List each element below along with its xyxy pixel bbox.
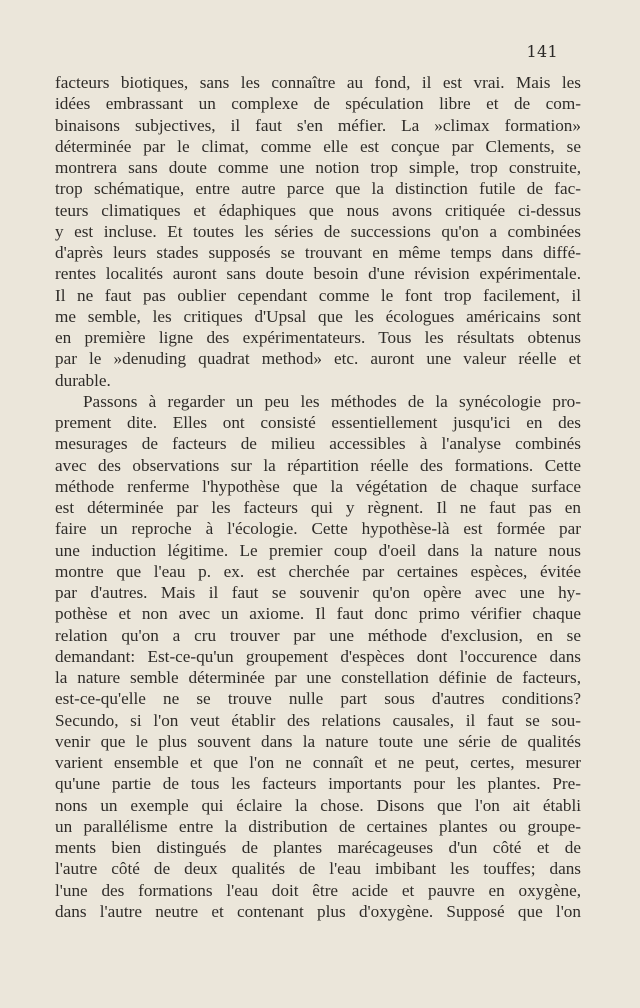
text-line: en première ligne des expérimentateurs. Tous les résultats obtenus [55, 328, 581, 347]
text-line: par d'autres. Mais il faut se souvenir qu'on opère avec une hy- [55, 583, 581, 602]
text-line: un parallélisme entre la distribution de certaines plantes ou groupe- [55, 816, 581, 836]
text-line: Secundo, si l'on veut établir des relations causales, il faut se sou- [55, 710, 581, 730]
text-line: dans l'autre neutre et contenant plus d'oxygène. Supposé que l'on [55, 901, 581, 921]
text-line: l'une des formations l'eau doit être acide et pauvre en oxygène, [55, 880, 581, 900]
text-line: trop schématique, entre autre parce que la distinction futile de fac- [55, 179, 581, 199]
text-line: la nature semble déterminée par une constellation définie de facteurs, [55, 668, 581, 687]
text-line: qu'une partie de tous les facteurs importants pour les plantes. Pre- [55, 774, 581, 794]
text-line: facteurs biotiques, sans les connaître au fond, il est vrai. Mais les [55, 73, 581, 92]
paragraph-1 [55, 72, 581, 391]
text-line: relation qu'on a cru trouver par une méthode d'exclusion, en se [55, 625, 581, 645]
page-number: 141 [526, 42, 558, 61]
text-line: ments bien distingués de plantes marécageuses d'un côté et de [55, 838, 581, 857]
text-line: l'autre côté de deux qualités de l'eau imbibant les touffes; dans [55, 859, 581, 879]
text-line: nons un exemple qui éclaire la chose. Disons que l'on ait établi [55, 795, 581, 815]
text-line: montrera sans doute comme une notion trop simple, trop construite, [55, 158, 581, 177]
text-line: Il ne faut pas oublier cependant comme le font trop facilement, il [55, 285, 581, 305]
text-line: teurs climatiques et édaphiques que nous avons critiquée ci-dessus [55, 200, 581, 220]
text-line: pothèse et non avec un axiome. Il faut donc primo vérifier chaque [55, 604, 581, 624]
text-line: y est incluse. Et toutes les séries de successions qu'on a combinées [55, 221, 581, 241]
text-line: d'après leurs stades supposés se trouvant en même temps dans diffé- [55, 243, 581, 262]
text-line: avec des observations sur la répartition réelle des formations. Cette [55, 455, 581, 475]
text-line: rentes localités auront sans doute besoin d'une révision expérimentale. [55, 264, 581, 284]
text-line: Passons à regarder un peu les méthodes de la synécologie pro- [83, 391, 581, 411]
text-line: est déterminée par les facteurs qui y règnent. Il ne faut pas en [55, 498, 581, 517]
paragraph-2 [55, 391, 581, 922]
text-line: faire un reproche à l'écologie. Cette hypothèse-là est formée par [55, 519, 581, 539]
text-line: montre que l'eau p. ex. est cherchée par certaines espèces, évitée [55, 561, 581, 581]
text-line: binaisons subjectives, il faut s'en méfier. La »climax formation» [55, 115, 581, 135]
text-line: idées embrassant un complexe de spéculation libre et de com- [55, 94, 581, 114]
text-line: mesurages de facteurs de milieu accessibles à l'analyse combinés [55, 434, 581, 454]
text-line: déterminée par le climat, comme elle est conçue par Clements, se [55, 136, 581, 156]
text-line: est-ce-qu'elle ne se trouve nulle part sous d'autres conditions? [55, 689, 581, 709]
body-text [55, 72, 581, 922]
text-line: durable. [55, 370, 111, 390]
text-line: prement dite. Elles ont consisté essentiellement jusqu'ici en des [55, 413, 581, 432]
text-line: venir que le plus souvent dans la nature toute une série de qualités [55, 731, 581, 751]
text-line: par le »denuding quadrat method» etc. auront une valeur réelle et [55, 349, 581, 369]
text-line: demandant: Est-ce-qu'un groupement d'espèces dont l'occurence dans [55, 646, 581, 666]
text-line: me semble, les critiques d'Upsal que les écologues américains sont [55, 306, 581, 326]
text-line: une induction légitime. Le premier coup d'oeil dans la nature nous [55, 540, 581, 560]
text-line: varient ensemble et que l'on ne connaît et ne peut, certes, mesurer [55, 753, 581, 772]
text-line: méthode renferme l'hypothèse que la végétation de chaque surface [55, 476, 581, 496]
